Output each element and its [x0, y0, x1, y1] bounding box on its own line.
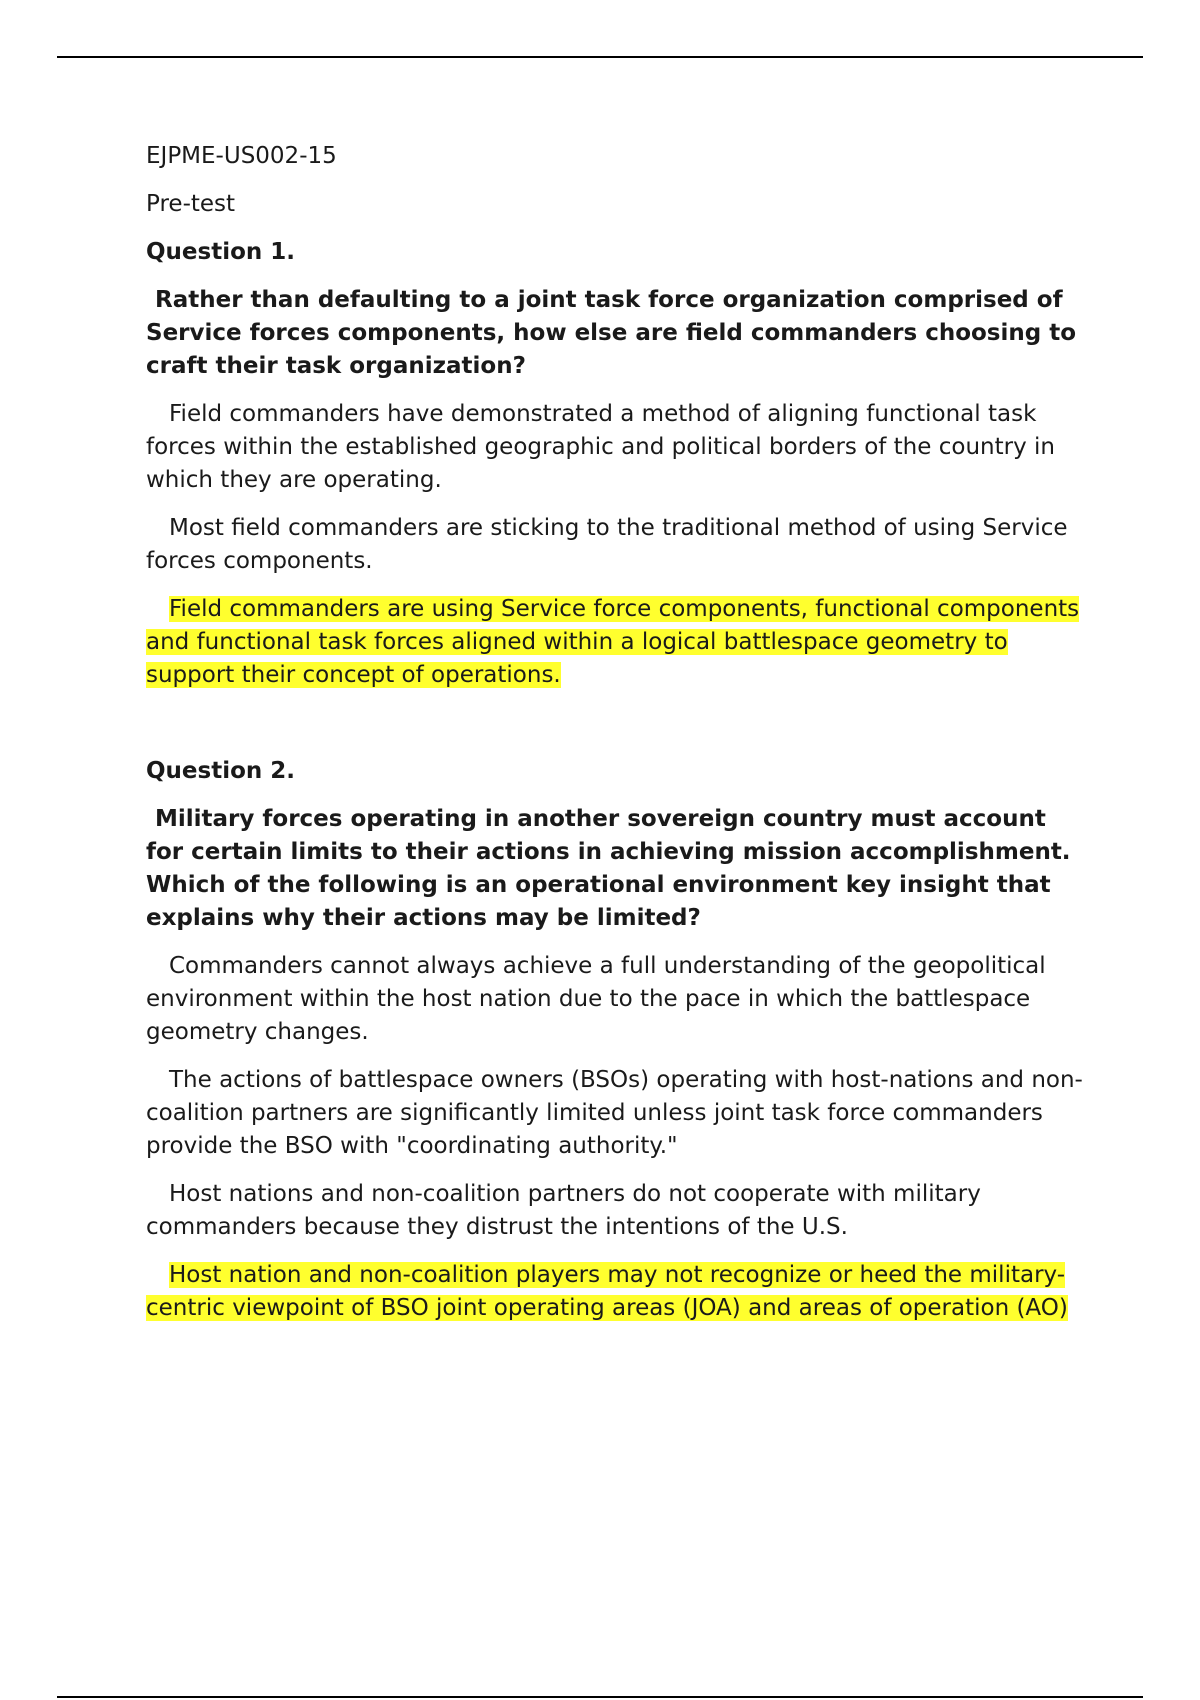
bottom-rule	[57, 1696, 1143, 1698]
document-code: EJPME-US002-15	[146, 143, 337, 169]
answer-option-text: Most field commanders are sticking to the traditional method of using Service forces components.	[146, 515, 1068, 574]
question-block	[146, 755, 1086, 1325]
question-heading: Question 1.	[146, 239, 296, 265]
correct-answer-option	[146, 593, 1086, 692]
top-rule	[57, 56, 1143, 58]
answer-option-text: Commanders cannot always achieve a full understanding of the geopolitical environment within the host nation due to the pace in which the battlespace geometry changes.	[146, 953, 1046, 1045]
document-body	[146, 140, 1086, 1340]
question-block	[146, 236, 1086, 692]
correct-answer-option	[146, 1259, 1086, 1325]
document-subtitle: Pre-test	[146, 191, 236, 217]
answer-option	[146, 1178, 1086, 1244]
answer-option-text: Field commanders have demonstrated a method of aligning functional task forces within the established geographic and political borders of the country in which they are operating.	[146, 401, 1055, 493]
answer-option	[146, 398, 1086, 497]
question-heading: Question 2.	[146, 758, 296, 784]
answer-option-text: The actions of battlespace owners (BSOs) operating with host-nations and non-coalition partners are significantly limited unless joint task force commanders provide the BSO with "coordinating authority."	[146, 1067, 1083, 1159]
highlighted-answer-text: Field commanders are using Service force components, functional components and functional task forces aligned within a logical battlespace geometry to support their concept of operations.	[146, 596, 1080, 688]
question-text: Rather than defaulting to a joint task force organization comprised of Service forces components, how else are field commanders choosing to craft their task organization?	[146, 287, 1077, 379]
answer-option	[146, 512, 1086, 578]
answer-option	[146, 950, 1086, 1049]
section-spacer	[146, 707, 1086, 755]
question-text: Military forces operating in another sovereign country must account for certain limits to their actions in achieving mission accomplishment. Which of the following is an operational environment key insight that explains why their actions may be limited?	[146, 806, 1071, 931]
answer-option-text: Host nations and non-coalition partners do not cooperate with military commanders because they distrust the intentions of the U.S.	[146, 1181, 981, 1240]
answer-option	[146, 1064, 1086, 1163]
highlighted-answer-text: Host nation and non-coalition players may not recognize or heed the military-centric viewpoint of BSO joint operating areas (JOA) and areas of operation (AO)	[146, 1262, 1068, 1321]
